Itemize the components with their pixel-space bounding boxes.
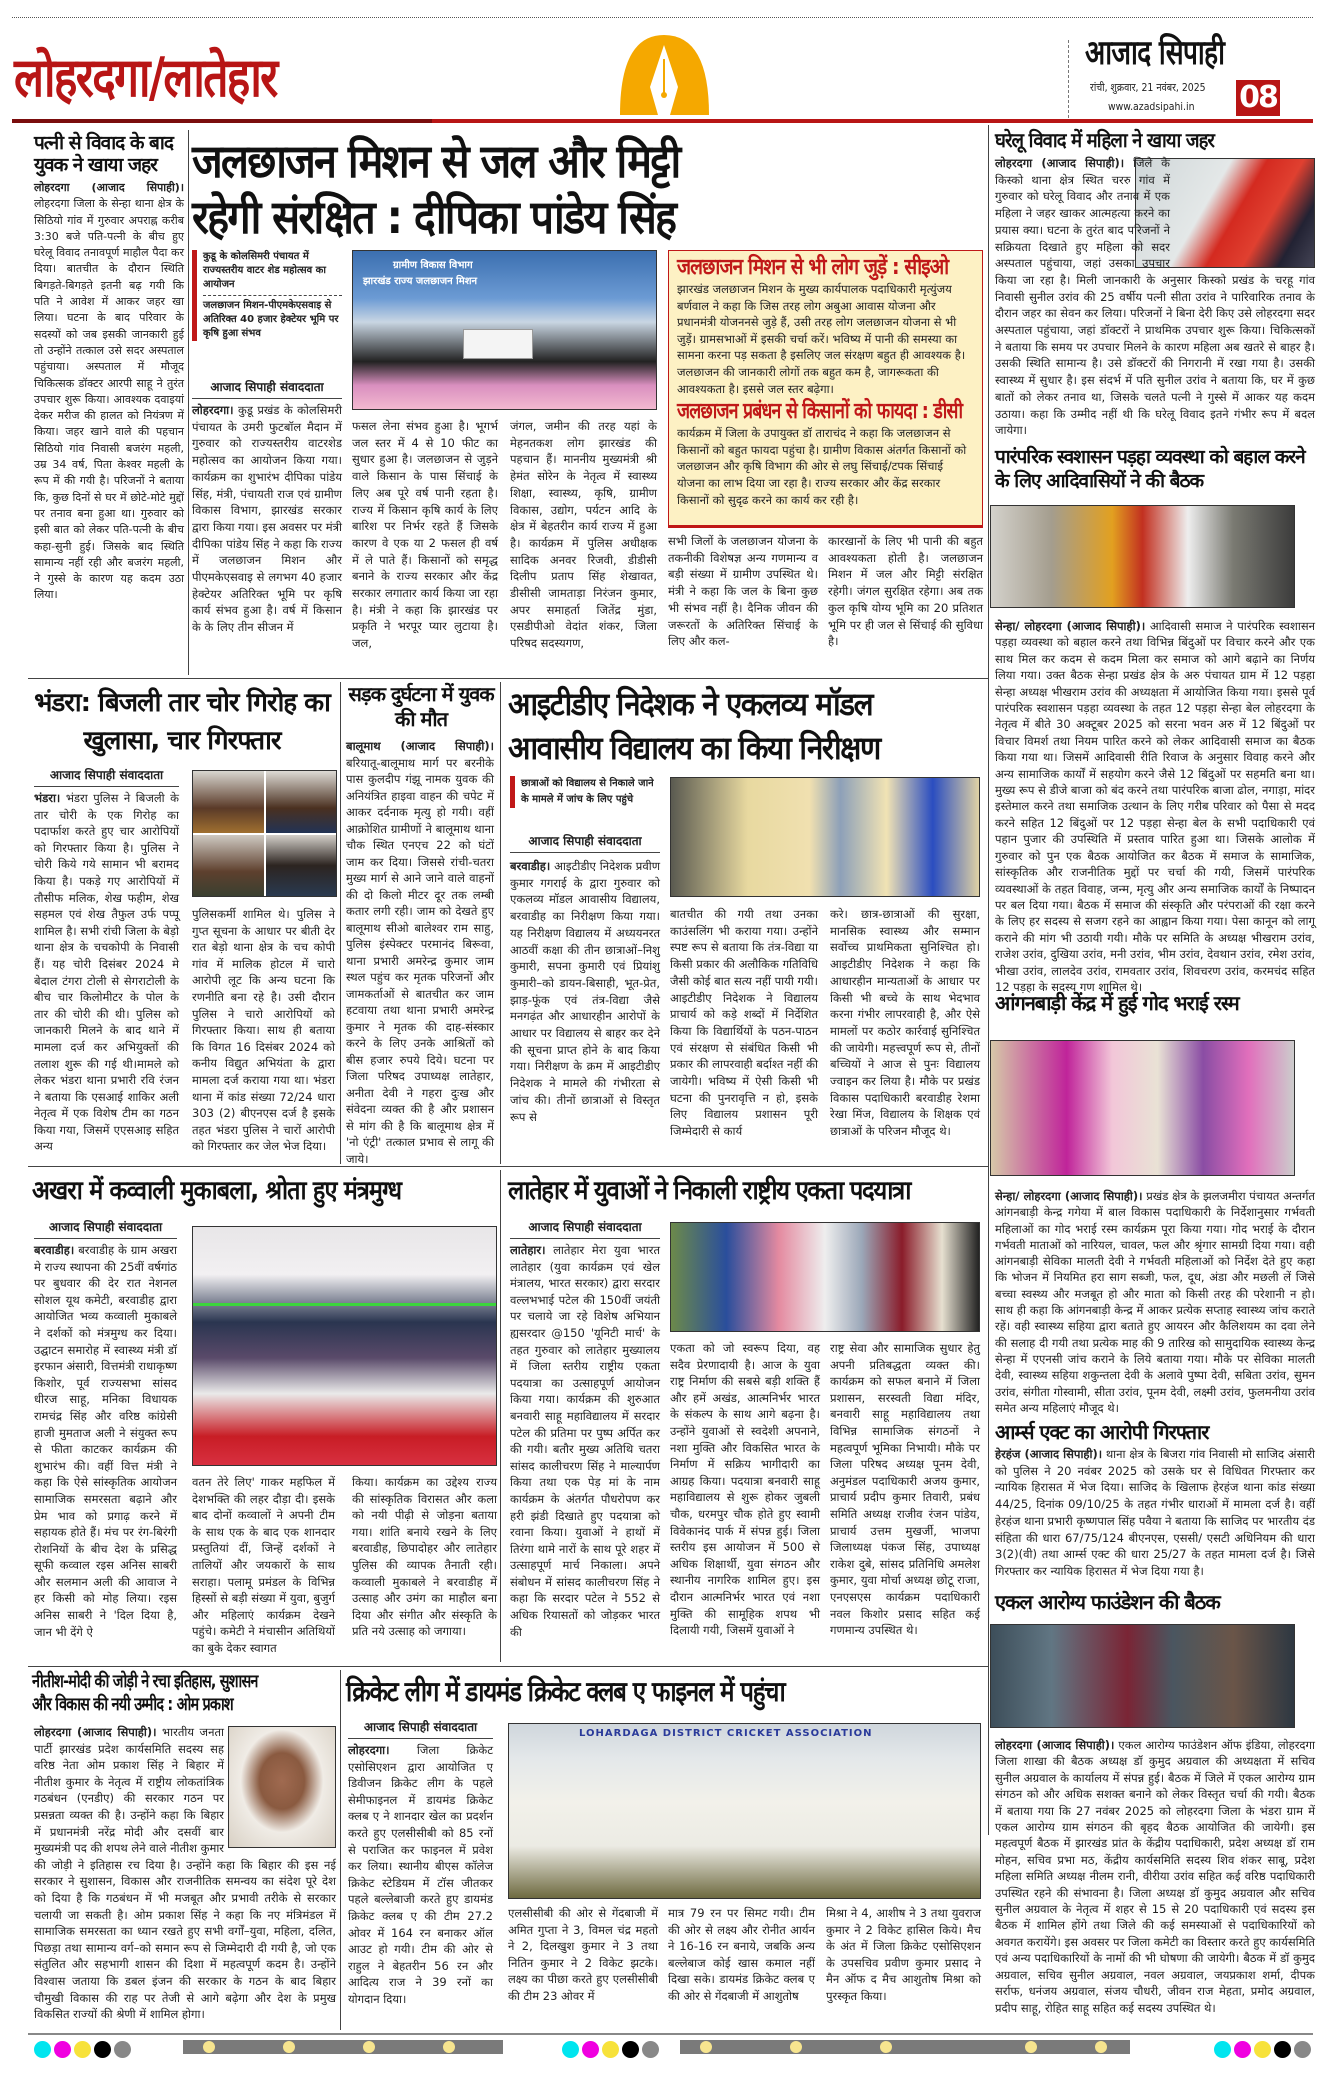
bhandra-col-1 — [34, 790, 179, 1163]
body-text: जिला क्रिकेट एसोसिएशन द्वारा आयोजित ए डिवीजन क्रिकेट लीग के पहले सेमीफाइनल में डायमंड क्रिकेट क्लब ए ने शानदार खेल का प्रदर्शन करते हुए एलसीसीबी को 85 रनों से पराजित कर फाइनल में प्रवेश कर लिया। स्थानीय बीएस कॉलेज क्रिकेट स्टेडियम में टॉस जीतकर पहले बल्लेबाजी करते हुए डायमंड क्रिकेट क्लब ए की टीम 27.2 ओवर में 164 रन बनाकर ऑल आउट हो गयी। टीम की ओर से राहुल ने बेहतरीन 56 रन और आदित्य राज ने 39 रनों का योगदान दिया। — [348, 1743, 493, 2006]
article-body — [34, 1724, 336, 2024]
bhandra-col-2: पुलिसकर्मी शामिल थे। पुलिस ने गुप्त सूचना के आधार पर बीती देर रात बेड़ो थाना क्षेत्र के चच कोपी गांव में मालिक होटल में चारो आरोपी लूट कि अन्य घटना कि रणनीति बना रहे है। उसी दौरान पुलिस ने चारो आरोपियों को गिरफ्तार किया। साथ ही बताया कि विगत 16 दिसंबर 2024 को कनीय विद्युत अभियंता के द्वारा मामला दर्ज कराया गया था। भंडरा थाना में कांड संख्या 72/24 धारा 303 (2) बीएनएस दर्ज है इसके तहत भंडरा पुलिस ने चारों आरोपी को गिरफ्तार कर जेल भेज दिया। — [192, 907, 335, 1154]
itda-col-3: करे। छात्र-छात्राओं की सुरक्षा, मानसिक स्वास्थ्य और सम्मान सर्वोच्च प्राथमिकता सुनिश्चित हो। आइटीडीए निदेशक ने कहा कि आधारहीन मान्यताओं के आधार पर किसी भी बच्चे के साथ भेदभाव करना गंभीर लापरवाही है, और ऐसे मामलों पर कठोर कार्रवाई सुनिश्चित की जायेगी। महत्त्वपूर्ण रूप से, तीनों बच्चियों ने आज से पुनः विद्यालय ज्वाइन कर लिया है। मौके पर प्रखंड विकास पदाधिकारी बरवाडीह रेशमा रेखा मिंज, विद्यालय के शिक्षक एवं छात्राओं के परिजन मौजूद थे। — [830, 907, 980, 1139]
byline: आजाद सिपाही संवाददाता — [34, 1220, 177, 1239]
article-woman-poison — [995, 128, 1315, 152]
byline: आजाद सिपाही संवाददाता — [192, 380, 342, 399]
itda-col-1 — [510, 858, 660, 1162]
article-godbharai — [995, 991, 1315, 1015]
dateline-place: भंडरा। — [34, 791, 61, 805]
lead-kicker — [192, 250, 342, 378]
photo-wrap-spacer — [224, 1724, 336, 1850]
print-dot — [1025, 2041, 1037, 2053]
article-body — [346, 738, 494, 1166]
dateline-place: हेरहंज (आजाद सिपाही)। — [995, 1447, 1103, 1461]
column-divider — [500, 1170, 501, 1662]
registration-dot — [562, 2041, 579, 2058]
print-color-bar — [183, 2040, 503, 2054]
article-nitish-modi — [32, 1670, 337, 1718]
kicker: छात्राओं को विद्यालय से निकाले जाने के मामले में जांच के लिए पहुंचे — [510, 776, 660, 808]
accused-photo — [266, 771, 337, 833]
registration-dot — [602, 2041, 619, 2058]
body-text: आइटीडीए निदेशक प्रवीण कुमार गगराई के द्वारा गुरुवार को एकलव्य मॉडल आवासीय विद्यालय, बरवाडीह का निरीक्षण किया गया। यह निरीक्षण विद्यालय में अध्ययनरत आठवीं कक्षा की तीन छात्राओं–निशु कुमारी, सपना कुमारी एवं प्रियांशु कुमारी–को डायन-बिसाही, भूत-प्रेत, झाड़-फूंक एवं तंत्र-विद्या जैसे मनगढ़ंत और आधारहीन आरोपों के आधार पर विद्यालय से बाहर कर देने की सूचना प्राप्त होने के बाद किया गया। निरीक्षण के क्रम में आइटीडीए निदेशक ने मामले की गंभीरता से जांच की। तीनों छात्राओं से विस्तृत रूप से — [510, 859, 661, 1124]
itda-kicker — [510, 776, 660, 828]
dateline-place: लोहरदगा। — [348, 1743, 390, 1757]
infobox-title-ceo: जलछाजन मिशन से भी लोग जुड़ें : सीइओ — [677, 255, 949, 280]
cricket-col-3: मात्र 79 रन पर सिमट गयी। टीम की ओर से लक्ष्य और रोनीत आर्यन ने 16-16 रन बनाये, जबकि अन्य बल्लेबाज कोई खास कमाल नहीं दिखा सके। डायमंड क्रिकेट क्लब ए की ओर से गेंदबाजी में आशुतोष — [668, 1906, 815, 2003]
article-body — [995, 1188, 1315, 1418]
headline: आर्म्स एक्ट का आरोपी गिरफ्तार — [995, 1420, 1209, 1444]
body-text: बरियातू-बालूमाथ मार्ग पर बरनीके पास कुलदीप गंझू नामक युवक की अनियंत्रित हाइवा वाहन की चपेट में आकर दर्दनाक मृत्यु हो गयी। वहीं आक्रोशित ग्रामीणों ने बालूमाथ थाना चौक स्थित एनएच 22 को घंटों जाम कर दिया। जिससे रांची-चतरा मुख्य मार्ग से आने जाने वाले वाहनों की दो किलो मीटर दूर तक लम्बी कतार लगी रही। जाम को देखते हुए बालूमाथ सीओ बालेश्वर राम साहु, पुलिस इंस्पेक्टर परमानंद बिरूवा, थाना प्रभारी अमरेन्द्र कुमार जाम स्थल पहुंच कर मृतक परिजनों और जामकर्ताओं से बातचीत कर जाम हटवाया तथा थाना प्रभारी अमरेन्द्र कुमार ने मृतक की दाह-संस्कार करने के लिए उनके आश्रितों को बीस हजार रुपये दिये। घटना पर जिला परिषद उपाध्यक्ष लातेहार, अनीता देवी ने गहरा दुःख और संवेदना व्यक्त की है और प्रशासन से मांग की है कि बालूमाथ क्षेत्र में 'नो एंट्री' तत्काल प्रभाव से लागू की जाये। — [346, 755, 494, 1166]
top-dotted-rule — [12, 17, 1313, 18]
lead-col-5: कारखानों के लिए भी पानी की बहुत आवश्यकता होती है। जलछाजन मिशन में जल और मिट्टी संरक्षित रहेगी। जंगल सुरक्षित रहेगा। अब तक कुल कृषि योग्य भूमि का 20 प्रतिशत भूमि पर ही जल से सिंचाई की सुविधा है। — [828, 534, 983, 649]
dateline-place: लोहरदगा। — [192, 403, 234, 417]
print-color-bar — [980, 2040, 1130, 2054]
body-text: एकल आरोग्य फाउंडेशन ऑफ इंडिया, लोहरदगा जिला शाखा की बैठक अध्यक्ष डॉ कुमुद अग्रवाल की अध्यक्षता में सचिव सुनील अग्रवाल के कार्यालय में संपन्न हुई। बैठक में जिले में एकल आरोग्य ग्राम संगठन को और अधिक सशक्त बनाने को लेकर विस्तृत चर्चा की गयी। बैठक में बताया गया कि 27 नवंबर 2025 को लोहरदगा जिला के भंडरा ग्राम में एकल आरोग्य ग्राम संगठन की बृहद बैठक आयोजित की जायेगी। इस महत्वपूर्ण बैठक में झारखंड प्रांत के केंद्रीय पदाधिकारी, प्रदेश अध्यक्ष डॉ राम मोहन, सचिव प्रभा मठ, केंद्रीय कार्यसमिति सदस्य शिव शंकर साबू, प्रदेश महिला समिति अध्यक्ष नीलम रानी, वीरीया उरांव सहित कई वरिष्ठ पदाधिकारी उपस्थित रहने की संभावना है। जिला अध्यक्ष डॉ कुमुद अग्रवाल और सचिव सुनील अग्रवाल के नेतृत्व में शहर से 15 से 20 पदाधिकारी एवं सदस्य इस बैठक में शामिल होंगे तथा जिले की कई समस्याओं से पदाधिकारियों को अवगत करायेंगे। इस अवसर पर जिला कमेटी का विस्तार करते हुए कार्यसमिति एवं अन्य पदाधिकारियों के नामों की भी घोषणा की जायेगी। बैठक में डॉ कुमुद अग्रवाल, सचिव सुनील अग्रवाल, नवल अग्रवाल, जयप्रकाश शर्मा, दीपक सर्राफ, धनंजय अग्रवाल, संजय चौधरी, जीवन राज मेहता, प्रमोद अग्रवाल, प्रदीप साहू, रोहित साहू सहित कई सदस्य उपस्थित थे। — [995, 1738, 1315, 2015]
pen-nib-icon — [612, 35, 717, 115]
header-rule-accent — [12, 119, 432, 123]
cheque-board — [463, 329, 533, 359]
cricket-col-1 — [348, 1742, 493, 2024]
dateline-place: लोहरदगा (आजाद सिपाही)। — [995, 156, 1125, 170]
dateline-place: बरवाडीह। — [34, 1243, 75, 1257]
article-cricket-league — [346, 1672, 982, 1714]
accused-photos — [192, 770, 337, 897]
registration-dot — [642, 2041, 659, 2058]
headline: पारंपरिक स्वशासन पड़हा व्यवस्था को बहाल करने के लिए आदिवासियों ने की बैठक — [995, 446, 1305, 492]
footer-rule — [28, 2033, 1313, 2035]
section-title: लोहरदगा/लातेहार — [14, 46, 277, 109]
lead-infobox — [668, 250, 983, 528]
print-dot — [203, 2041, 215, 2053]
page-number: 08 — [1236, 80, 1280, 116]
byline: आजाद सिपाही संवाददाता — [510, 834, 660, 853]
row-divider — [28, 1666, 988, 1667]
byline: आजाद सिपाही संवाददाता — [34, 768, 179, 787]
infobox-title-dc: जलछाजन प्रबंधन से किसानों को फायदा : डीसी — [677, 399, 963, 425]
print-dot — [790, 2041, 802, 2053]
headline: एकल आरोग्य फाउंडेशन की बैठक — [995, 1590, 1220, 1614]
registration-dot — [1274, 2041, 1291, 2058]
headline: भंडरा: बिजली तार चोर गिरोह का खुलासा, चार गिरफ्तार — [34, 688, 330, 756]
registration-dot — [1214, 2041, 1231, 2058]
print-dot — [363, 2041, 375, 2053]
print-dot — [880, 2041, 892, 2053]
body-text: लातेहार मेरा युवा भारत लातेहार (युवा कार्यक्रम एवं खेल मंत्रालय, भारत सरकार) द्वारा सरदार वल्लभभाई पटेल की 150वीं जयंती पर चलाये जा रहे विशेष अभियान ह्यसरदार @150 'यूनिटी मार्च' के तहत गुरुवार को लातेहार मुख्यालय में जिला स्तरीय राष्ट्रीय एकता पदयात्रा का उत्साहपूर्ण आयोजन किया गया। कार्यक्रम की शुरुआत बनवारी साहू महाविद्यालय में सरदार पटेल की प्रतिमा पर पुष्प अर्पित कर की गयी। बतौर मुख्य अतिथि चतरा सांसद कालीचरण सिंह ने माल्यार्पण किया तथा एक पेड़ मां के नाम कार्यक्रम के अंतर्गत पौधरोपण कर हरी झंडी दिखाते हुए पदयात्रा को रवाना किया। युवाओं ने हाथों में तिरंगा थामे नारों के साथ पूरे शहर में उत्साहपूर्ण मार्च निकाला। अपने संबोधन में सांसद कालीचरण सिंह ने कहा कि सरदार पटेल ने 552 से अधिक रियासतों को जोड़कर भारत की — [510, 1243, 660, 1639]
article-arms-act — [995, 1420, 1315, 1444]
headline-line-1: आइटीडीए निदेशक ने एकलव्य मॉडल — [508, 685, 873, 723]
registration-marks-center — [562, 2041, 662, 2062]
accused-photo — [193, 835, 264, 897]
column-divider — [500, 682, 501, 1164]
lead-col-3: जंगल, जमीन की तरह यहां के मेहनतकश लोग झारखंड की पहचान हैं। माननीय मुख्यमंत्री श्री हेमंत सोरेन के नेतृत्व में स्वास्थ्य शिक्षा, स्वास्थ्य, कृषि, ग्रामीण विकास, उद्योग, पर्यटन आदि के क्षेत्र में बेहतरीन कार्य राज्य में हुआ है। कार्यक्रम में पुलिस अधीक्षक सादिक अनवर रिजवी, डीडीसी दिलीप प्रताप सिंह शेखावत, डीसीसी जामताड़ा निरंजन कुमार, अपर समाहर्ता जितेंद्र मुंडा, एसडीपीओ वेदांत शंकर, जिला परिषद सदस्यगण, — [510, 419, 657, 651]
headline-line-2: आवासीय विद्यालय का किया निरीक्षण — [508, 729, 880, 767]
qawwali-col-3: किया। कार्यक्रम का उद्देश्य राज्य की सांस्कृतिक विरासत और कला को नयी पीढ़ी से जोड़ना बताया गया। शांति बनाये रखने के लिए बरवाडीह, छिपादोहर और लातेहार पुलिस की व्यापक तैनाती रही। कव्वाली मुकाबले ने बरवाडीह में उत्साह और उमंग का माहौल बना दिया और संगीत और संस्कृति के प्रति नये उत्साह को जगाया। — [352, 1475, 497, 1639]
padyatra-photo — [670, 1222, 980, 1332]
body-text: लोहरदगा जिला के सेन्हा थाना क्षेत्र के सिठियो गांव में गुरुवार अपराह्न करीब 3:30 बजे पति-पत्नी के बीच हुए घरेलू विवाद तनावपूर्ण माहौल पैदा कर दिया। बातचीत के दौरान स्थिति बिगड़ते-बिगड़ते इतनी बढ़ गयी कि पति ने आवेश में आकर जहर खा लिया। घटना के बाद परिवार के सदस्यों को जब इसकी जानकारी हुई तो उन्होंने तत्काल उसे सदर अस्पताल पहुंचाया। अस्पताल में मौजूद चिकित्सक डॉक्टर आरपी साहू ने तुरंत उपचार शुरू किया। आवश्यक दवाइयां देकर मरीज की हालत को नियंत्रण में किया। जहर खाने वाले की पहचान सिठियो गांव निवासी बजरंग महली, उम्र 34 वर्ष, पिता केश्वर महली के रूप में की गयी है। परिजनों ने बताया कि, कुछ दिनों से घर में छोटे-मोटे मुद्दों पर तनाव बना हुआ था। गुरुवार को इसी बात को लेकर पति-पत्नी के बीच कहा-सुनी हुई। जिसके बाद स्थिति सामान्य नहीं रही और बजरंग महली, ने गुस्से के कारण यह कदम उठा लिया। — [34, 197, 184, 602]
cricket-team-photo — [508, 1723, 981, 1899]
dateline: रांची, शुक्रवार, 21 नवंबर, 2025 — [1090, 81, 1206, 94]
column-divider — [340, 682, 341, 1164]
registration-dot — [54, 2041, 71, 2058]
print-dot — [1095, 2041, 1107, 2053]
registration-dot — [114, 2041, 131, 2058]
headline: सड़क दुर्घटना में युवक की मौत — [348, 682, 494, 731]
registration-dot — [582, 2041, 599, 2058]
cricket-col-4: मिश्रा ने 4, आशीष ने 3 तथा युवराज कुमार ने 2 विकेट हासिल किये। मैच के अंत में जिला क्रिकेट एसोसिएशन के उपसचिव प्रवीण कुमार प्रसाद ने मैन ऑफ द मैच आशुतोष मिश्रा को पुरस्कृत किया। — [826, 1906, 981, 2003]
print-dot — [700, 2041, 712, 2053]
padyatra-col-2: एकता को जो स्वरूप दिया, वह सदैव प्रेरणादायी है। आज के युवा राष्ट्र निर्माण की सबसे बड़ी शक्ति हैं और हमें अखंड, आत्मनिर्भर भारत के संकल्प के साथ आगे बढ़ना है। उन्होंने युवाओं से स्वदेशी अपनाने, नशा मुक्ति और विकसित भारत के निर्माण में सक्रिय भागीदारी का आग्रह किया। पदयात्रा बनवारी साहू महाविद्यालय से शुरू होकर जुबली चौक, धरमपुर चौक होते हुए स्वामी विवेकानंद पार्क में संपन्न हुई। जिला स्तरीय इस आयोजन में 500 से अधिक शिक्षार्थी, युवा संगठन और स्थानीय नागरिक शामिल हुए। इस दौरान आत्मनिर्भर भारत एवं नशा मुक्ति की सामूहिक शपथ भी दिलायी गयी, जिसमें युवाओं ने — [670, 1341, 820, 1638]
qawwali-ribbon-photo — [192, 1226, 497, 1466]
print-dot — [283, 2041, 295, 2053]
article-ekal-arogya — [995, 1590, 1315, 1614]
lead-col-4: सभी जिलों के जलछाजन योजना के तकनीकी विशेषज्ञ अन्य गणमान्य व बड़ी संख्या में ग्रामीण उपस्थित थे। मंत्री ने कहा कि जल के बिना कुछ भी संभव नहीं है। दैनिक जीवन की जरूरतों के अतिरिक्त सिंचाई के लिए और कल- — [668, 534, 818, 649]
column-divider — [188, 130, 189, 675]
photo-banner-text: LOHARDAGA DISTRICT CRICKET ASSOCIATION — [579, 1728, 873, 1739]
lead-col-1 — [192, 402, 342, 675]
infobox-text-dc: कार्यक्रम में जिला के उपायुक्त डॉ ताराचंद ने कहा कि जलछाजन से किसानों को बहुत फायदा पहुंचा है। ग्रामीण विकास अंतर्गत किसानों को जलछाजन और कृषि विभाग की ओर से लघु सिंचाई/टपक सिंचाई योजना का लाभ दिया जा रहा है। राज्य सरकार और केंद्र सरकार किसानों को सुदृढ करने का कार्य कर रही है। — [677, 426, 967, 507]
dateline-place: लोहरदगा (आजाद सिपाही)। — [34, 1725, 157, 1739]
body-text: कुडू प्रखंड के कोलसिमरी पंचायत के उमरी फुटबॉल मैदान में गुरुवार को राज्यस्तरीय वाटरशेड महोत्सव का आयोजन किया गया। कार्यक्रम का शुभारंभ दीपिका पांडेय सिंह, मंत्री, पंचायती राज एवं ग्रामीण विकास विभाग, झारखंड सरकार द्वारा किया गया। इस अवसर पर मंत्री दीपिका पांडेय सिंह ने कहा कि राज्य में जलछाजन मिशन और पीएमकेएसवाइ से लगभग 40 हजार हेक्टेयर अतिरिक्त भूमि पर कृषि कार्य संभव हुआ है। वर्ष में किसान के के लिए तीन सीजन में — [192, 403, 343, 635]
body-text: भारतीय जनता पार्टी झारखंड प्रदेश कार्यसमिति सदस्य सह वरिष्ठ नेता ओम प्रकाश सिंह ने बिहार में नीतीश कुमार के नेतृत्व में राष्ट्रीय लोकतांत्रिक गठबंधन (एनडीए) की सरकार गठन पर प्रसन्नता व्यक्त की है। उन्होंने कहा कि बिहार में प्रधानमंत्री नरेंद्र मोदी और दसवीं बार मुख्यमंत्री पद की शपथ लेने वाले नीतीश कुमार की जोड़ी ने इतिहास रच दिया है। उन्होंने कहा कि बिहार की इस नई सरकार ने सुशासन, विकास और राजनीतिक समन्वय का संदेश पूरे देश को दिया है कि गठबंधन में भी मजबूत और प्रभावी तरीके से सरकार चलायी जा सकती है। ओम प्रकाश सिंह ने कहा कि नए मंत्रिमंडल में सामाजिक समरसता का ध्यान रखते हुए सभी वर्गों–युवा, महिला, दलित, पिछड़ा तथा सामान्य वर्ग–को समान रूप से जिम्मेदारी दी गयी है, जो एक संतुलित और सहभागी शासन की दिशा में महत्वपूर्ण कदम है। उन्होंने विश्वास जताया कि डबल इंजन की सरकार के गठन के बाद बिहार चौमुखी विकास की राह पर तेजी से आगे बढ़ेगा और देश के प्रमुख विकसित राज्यों की श्रेणी में शामिल होगा। — [34, 1725, 336, 2022]
green-ribbon — [193, 1303, 496, 1306]
body-text: आदिवासी समाज ने पारंपरिक स्वशासन पड़हा व्यवस्था को बहाल करने तथा विभिन्न बिंदुओं पर विचार करने और एक साथ मिल कर कदम से कदम मिला कर समाज को आगे बढ़ाने का निर्णय लिया गया। उक्त बैठक सेन्हा प्रखंड क्षेत्र के अरु पंचायत ग्राम में 12 पड़हा सेन्हा अध्यक्ष भीखराम उरांव की अध्यक्षता में आयोजित किया गया। इससे पूर्व पारंपरिक स्वशासन पड़हा व्यवस्था के तहत 12 पड़हा सेन्हा बेल लोहरदगा के नेतृत्व में बीते 30 अक्टूबर 2025 को सरना भवन अरु में 12 बिंदुओं पर विचार विमर्श तथा नियम पारित करने को लेकर आदिवासी समाज का बैठक किया गया था। जिसमें आदिवासी रीति रिवाज के अनुसार विवाह करने और अन्य सामाजिक कार्यों में सहयोग करने जैसे 12 बिंदुओं पर सहमति बना था। मुख्य रूप से डीजे बाजा को बंद करने तथा पारंपरिक बाजा ढोल, नगाड़ा, मांदर इस्तेमाल करने तथा समाजिक उत्थान के लिए गरीब परिवार को पैसा से मदद करने सहित 12 बिंदुओं पर 12 पड़हा सेन्हा बेल के सभी पदाधिकारी एवं पहान पुजार की उपस्थिति में प्रस्ताव पारित हुआ था। जिसके आलोक में गुरुवार को पुन एक बैठक आयोजित कर बैठक में समाज के सामाजिक, सांस्कृतिक और राजनीतिक मुद्दों पर चर्चा की गयी, जिसमें पारंपरिक व्यवस्थाओं के तहत विवाह, जन्म, मृत्यु और अन्य समाजिक कार्यों के निष्पादन पर बल दिया गया। बैठक में समाज की संस्कृति और परंपराओं की रक्षा करने के लिए हर सदस्य से सजग रहने का आह्वान किया गया। पेसा कानून को लागू कराने की मांग भी उठायी गयी। मौके पर समिति के अध्यक्ष भीखराम उरांव, राजेश उरांव, दुखिया उरांव, मनी उरांव, भीम उरांव, देवथान उरांव, रमेश उरांव, भीखा उरांव, लालदेव उरांव, रामवतार उरांव, शिवचरण उरांव, करमचंद सहित 12 पड़हा के सदस्य गण शामिल थे। — [995, 619, 1315, 994]
body-text: जिले के किस्को थाना क्षेत्र स्थित चररु गांव में गुरुवार को घरेलू विवाद और तनाव में एक महिला ने जहर खाकर आत्महत्या करने का प्रयास क्या। घटना के तुरंत बाद परिजनों ने सक्रियता दिखाते हुए महिला को सदर अस्पताल पहुंचाया, जहां उसका उपचार किया जा रहा है। मिली जानकारी के अनुसार किस्को प्रखंड के चरहू गांव निवासी सुनील उरांव की 25 वर्षीय पत्नी सीता उरांव ने पारिवारिक तनाव के दौरान जहर का सेवन कर लिया। परिजनों ने बिना देरी किए उसे लोहरदगा सदर अस्पताल पहुंचाया, जहां डॉक्टरों ने प्राथमिक उपचार शुरू किया। चिकित्सकों ने बताया कि समय पर उपचार मिलने के कारण महिला अब खतरे से बाहर है। उसकी स्थिति सामान्य है। उसे डॉक्टरों की निगरानी में रखा गया है। उसकी स्वास्थ्य में सुधार है। इस संदर्भ में पति सुनील उरांव ने बताया कि, घर में कुछ बातों को लेकर तनाव था, जिसके चलते पत्नी ने गुस्से में आकर यह कदम उठाया। कहा कि उम्मीद नहीं थी कि घरेलू विवाद इतने गंभीर रूप में बदल जायेगा। — [995, 156, 1315, 438]
byline: आजाद सिपाही संवाददाता — [348, 1720, 493, 1739]
dateline-place: बालूमाथ (आजाद सिपाही)। — [346, 739, 494, 753]
registration-dot — [74, 2041, 91, 2058]
article-body — [995, 618, 1315, 994]
article-body — [995, 155, 1315, 442]
column-divider — [988, 125, 989, 1835]
row-divider — [28, 678, 988, 679]
dateline-place: लोहरदगा (आजाद सिपाही)। — [34, 181, 184, 194]
qawwali-col-1 — [34, 1242, 177, 1660]
ekal-meeting-photo — [990, 1624, 1295, 1728]
body-text: बरवाडीह के ग्राम अखरा मे राज्य स्थापना की 25वीं वर्षगांठ पर बुधवार की देर रात नेशनल सोशल यूथ कमेटी, बरवाडीह द्वारा आयोजित भव्य कव्वाली मुकाबले ने दर्शकों को मंत्रमुग्ध कर दिया। उद्घाटन समारोह में स्वास्थ्य मंत्री डॉ इरफान अंसारी, वित्तमंत्री राधाकृष्ण किशोर, पूर्व राज्यसभा सांसद धीरज साहू, मनिका विधायक रामचंद्र सिंह और वरिष्ठ कांग्रेसी हाजी मुमताज अली ने संयुक्त रूप से फीता काटकर कार्यक्रम की शुभारंभ की। वहीं वित्त मंत्री ने कहा कि ऐसे सांस्कृतिक आयोजन सामाजिक समरसता बढ़ाने और प्रेम भाव को प्रगाढ़ करने में सहायक होते हैं। मंच पर रंग-बिरंगी रोशनियों के बीच देश के प्रसिद्ध सूफी कव्वाल रइस अनिस साबरी और सलमान अली की आवाज ने हर किसी को मोह लिया। रइस अनिस साबरी ने 'दिल दिया है, जान भी देंगे ऐ — [34, 1243, 177, 1639]
masthead-divider — [1068, 40, 1069, 118]
lead-photo — [352, 250, 657, 410]
registration-dot — [1234, 2041, 1251, 2058]
article-husband-poison — [34, 132, 184, 670]
accused-photo — [193, 771, 264, 833]
headline-line-1: जलछाजन मिशन से जल और मिट्टी — [192, 134, 680, 188]
article-padyatra — [508, 1172, 986, 1212]
photo-banner-text: झारखंड राज्य जलछाजन मिशन — [363, 276, 478, 287]
article-bhandra-theft — [32, 684, 332, 764]
padyatra-col-3: राष्ट्र सेवा और सामाजिक सुधार हेतु अपनी प्रतिबद्धता व्यक्त की। कार्यक्रम को सफल बनाने में जिला प्रशासन, सरस्वती विद्या मंदिर, बनवारी साहू महाविद्यालय तथा विभिन्न सामाजिक संगठनों ने महत्वपूर्ण भूमिका निभायी। मौके पर जिला परिषद अध्यक्ष पूनम देवी, अनुमंडल पदाधिकारी अजय कुमार, प्राचार्य प्रदीप कुमार तिवारी, प्रबंध समिति अध्यक्ष राजीव रंजन पांडेय, प्राचार्य उत्तम मुखर्जी, भाजपा जिलाध्यक्ष पंकज सिंह, उपाध्यक्ष राकेश दुबे, सांसद प्रतिनिधि अमलेश कुमार, युवा मोर्चा अध्यक्ष छोटू राजा, एनएसएस कार्यक्रम पदाधिकारी नवल किशोर प्रसाद सहित कई गणमान्य उपस्थित थे। — [830, 1341, 980, 1638]
kicker-2: जलछाजन मिशन-पीएमकेएसवाइ से अतिरिक्त 40 हजार हेक्टेयर भूमि पर कृषि हुआ संभव — [203, 300, 339, 339]
print-color-bar — [680, 2040, 980, 2054]
headline: क्रिकेट लीग में डायमंड क्रिकेट क्लब ए फाइनल में पहुंचा — [346, 1675, 785, 1708]
cricket-col-2: एलसीसीबी की ओर से गेंदबाजी में अमित गुप्ता ने 3, विमल चंद्र महतो ने 2, दिलखुश कुमार ने 3 तथा नितिन कुमार ने 2 विकेट झटके। लक्ष्य का पीछा करते हुए एलसीसीबी की टीम 23 ओवर में — [508, 1906, 658, 2003]
headline: लातेहार में युवाओं ने निकाली राष्ट्रीय एकता पदयात्रा — [508, 1176, 911, 1206]
registration-dot — [94, 2041, 111, 2058]
dateline-place: लातेहार। — [510, 1243, 546, 1257]
headline: अखरा में कव्वाली मुकाबला, श्रोता हुए मंत्रमुग्ध — [32, 1176, 402, 1206]
website-link[interactable]: www.azadsipahi.in — [1108, 100, 1195, 113]
kicker-1: कुडू के कोलसिमरी पंचायत में राज्यस्तरीय वाटर शेड महोत्सव का आयोजन — [203, 251, 326, 290]
registration-dot — [622, 2041, 639, 2058]
headline: पत्नी से विवाद के बाद युवक ने खाया जहर — [34, 132, 173, 176]
body-text: थाना क्षेत्र के बिजरा गांव निवासी मो साजिद अंसारी को पुलिस ने 20 नवंबर 2025 को उसके घर से विधिवत गिरफ्तार कर न्यायिक हिरासत में भेज दिया। साजिद के खिलाफ हेरहंज थाना कांड संख्या 44/25, दिनांक 09/10/25 के तहत गंभीर धाराओं में मामला दर्ज है। वहीं हेरहंज थाना प्रभारी कृष्णपाल सिंह पवैया ने बताया कि साजिद पर भारतीय दंड संहिता की धारा 67/75/124 बीएनएस, एससी/ एसटी अधिनियम की धारा 3(2)(वी) तथा आर्म्स एक्ट की धारा 25/27 के तहत मामला दर्ज है। जिसे गिरफ्तार कर न्यायिक हिरासत में भेज दिया गया है। — [995, 1447, 1316, 1578]
article-body — [995, 1737, 1315, 2027]
itda-col-2: बातचीत की गयी तथा उनका काउंसलिंग भी कराया गया। उन्होंने स्पष्ट रूप से बताया कि तंत्र-विद्या या किसी प्रकार की अलौकिक गतिविधि जैसी कोई बात सत्य नहीं पायी गयी। आइटीडीए निदेशक ने विद्यालय प्राचार्य को कड़े शब्दों में निर्देशित किया कि विद्यार्थियों के पठन-पाठन एवं संरक्षण से संबंधित किसी भी प्रकार की लापरवाही बर्दाश्त नहीं की जायेगी। भविष्य में ऐसी किसी भी घटना की पुनरावृत्ति न हो, इसके लिए विद्यालय प्रशासन पूरी जिम्मेदारी से कार्य — [670, 907, 818, 1139]
dateline-place: बरवाडीह। — [510, 859, 551, 873]
padyatra-col-1 — [510, 1242, 660, 1662]
masthead: आजाद सिपाही — [1085, 33, 1225, 73]
body-text: भंडरा पुलिस ने बिजली के तार चोरी के एक गिरोह का पदार्फाश करते हुए चार आरोपियों को गिरफ्तार किया है। पुलिस ने चोरी किये गये सामान भी बरामद किया है। पकड़े गए आरोपियों में तौसीफ मलिक, शेख फहीम, शेख सहमल एवं शेख तैफुल उर्फ पप्पू शामिल है। सभी रांची जिला के बेड़ो थाना क्षेत्र के चचकोपी के निवासी हैं। यह चोरी दिसंबर 2024 मे बेदाल टंगरा टोली से सेगराटोली के बीच चार किलोमीटर के पोल के तार की चोरी की थी। पुलिस को जानकारी मिलने के बाद थाने में मामला दर्ज कर अभियुक्तों की तलाश शुरू की गई थी।मामले को लेकर भंडरा थाना प्रभारी रवि रंजन ने बताया कि एसआई शाकिर अली नेतृत्व में एक विशेष टीम का गठन किया गया, जिसमें एएसआइ सहित अन्य — [34, 791, 179, 1154]
column-divider — [340, 1670, 341, 2030]
photo-banner-text: ग्रामीण विकास विभाग — [393, 260, 473, 271]
headline-line-1: नीतीश-मोदी की जोड़ी ने रचा इतिहास, सुशासन — [32, 1671, 258, 1692]
article-padha-meeting — [995, 445, 1315, 497]
dateline-place: लोहरदगा (आजाद सिपाही)। — [995, 1738, 1115, 1752]
article-body — [995, 1446, 1315, 1584]
article-qawwali — [32, 1172, 497, 1212]
lead-headline — [192, 133, 982, 245]
article-road-accident — [346, 682, 496, 734]
dateline-place: सेन्हा/ लोहरदगा (आजाद सिपाही)। — [995, 1189, 1143, 1203]
infobox-text-ceo: झारखंड जलछाजन मिशन के मुख्य कार्यपालक पदाधिकारी मृत्युंजय बर्णवाल ने कहा कि जिस तरह लोग अबुआ आवास योजना और प्रधानमंत्री योजननसे जुड़े हैं, उसी तरह लोग जलछाजन योजना से भी जुड़ें। ग्रामसभाओं में इसकी चर्चा करें। भविष्य में पानी की समस्या का सामना करना पड़ सकता है इसलिए जल संरक्षण बहुत ही आवश्यक है। जलछाजन की जानकारी लोगों तक बहुत कम है, जागरूकता की आवश्यकता है। इससे जल स्तर बढ़ेगा। — [677, 282, 966, 396]
article-body — [34, 180, 184, 670]
headline-line-2: रहेगी संरक्षित : दीपिका पांडेय सिंह — [192, 190, 676, 244]
lead-col-2: फसल लेना संभव हुआ है। भूगर्भ जल स्तर में 4 से 10 फीट का सुधार हुआ है। जलछाजन से जुड़ने वाले किसान के पास सिंचाई के लिए अब पूरे वर्ष पानी रहता है। राज्य में किसान कृषि कार्य के लिए बारिश पर निर्भर रहते हैं जिसके कारण वे एक या 2 फसल ही वर्ष में ले पाते हैं। किसानों को समृद्ध बनाने के राज्य सरकार और केंद्र सरकार लगातार कार्य किया जा रहा है। मंत्री ने कहा कि झारखंड पर प्रकृति ने भरपूर प्यार लुटाया है। जल, — [352, 419, 498, 651]
registration-marks-left — [34, 2041, 134, 2062]
dateline-place: सेन्हा/ लोहरदगा (आजाद सिपाही)। — [995, 619, 1146, 633]
photo-wrap-spacer — [1170, 155, 1315, 270]
tribal-meeting-photo — [990, 505, 1295, 608]
godbharai-photo — [990, 1040, 1295, 1176]
qawwali-col-2: वतन तेरे लिए' गाकर महफिल में देशभक्ति की लहर दौड़ा दी। इसके बाद दोनों कव्वालों ने अपनी टीम के साथ एक के बाद एक शानदार प्रस्तुतियां दीं, जिन्हें दर्शकों ने तालियों और जयकारों के साथ सराहा। पलामू प्रमंडल के विभिन्न हिस्सों से बड़ी संख्या में युवा, बुजुर्ग और महिलाएं कार्यक्रम देखने पहुंचे। कमेटी ने मंचासीन अतिथियों का बुके देकर स्वागत — [192, 1475, 335, 1655]
accused-photo — [266, 835, 337, 897]
article-itda-inspection — [508, 682, 986, 770]
headline: घरेलू विवाद में महिला ने खाया जहर — [995, 128, 1215, 152]
headline: आंगनबाड़ी केंद्र में हुई गोद भराई रस्म — [995, 991, 1239, 1015]
headline-line-2: और विकास की नयी उम्मीद : ओम प्रकाश — [32, 1694, 233, 1715]
registration-dot — [1254, 2041, 1271, 2058]
row-divider — [28, 1166, 988, 1167]
byline: आजाद सिपाही संवाददाता — [510, 1220, 660, 1239]
school-inspection-photo — [670, 777, 980, 897]
print-dot — [443, 2041, 455, 2053]
registration-dot — [34, 2041, 51, 2058]
body-text: प्रखंड क्षेत्र के झलजमीरा पंचायत अन्तर्गत आंगनबाड़ी केन्द्र गगेया में बाल विकास पदाधिकारी के निर्देशानुसार गर्भवती महिलाओं का गोद भराई रस्म कार्यक्रम पूरा किया गया। गोद भराई के दौरान गर्भवती माताओं को नारियल, चावल, फल और श्रृंगार सामग्री दिया गया। वही आंगनबाड़ी सेविका मालती देवी ने गर्भवती महिलाओं को निर्देश देते हुए कहा कि भोजन में नियमित हरा साग सब्जी, फल, दूध, अंडा और मछली लें जिसे बच्चा स्वस्थ्य और मजबूत हो और माता को किसी तरह की परेशानी न हो। साथ ही कहा कि आंगनबाड़ी केन्द्र में आकर प्रत्येक सप्ताह स्वास्थ्य जांच कराते रहें। वही स्वास्थ्य सहिया द्वारा बताते हुए आयरन और कैलिशयम का दवा लेने की सलाह दी गयी तथा प्रत्येक माह की 9 तारिख को सामुदायिक स्वास्थ्य केन्द्र सेन्हा में एएनसी जांच कराने के लिये बताया गया। मौके पर सेविका मालती देवी, स्वास्थ्य सहिया शकुन्तला देवी के अलावे पुष्पा देवी, सबिता उरांव, सुमन उरांव, संगीता गोस्वामी, सीता उरांव, पूनम देवी, लक्ष्मी उरांव, फुलमनीया उरांव समेत अन्य महिलाएं मौजूद थे। — [995, 1189, 1315, 1415]
registration-dot — [1294, 2041, 1311, 2058]
registration-marks-right — [1214, 2041, 1314, 2062]
